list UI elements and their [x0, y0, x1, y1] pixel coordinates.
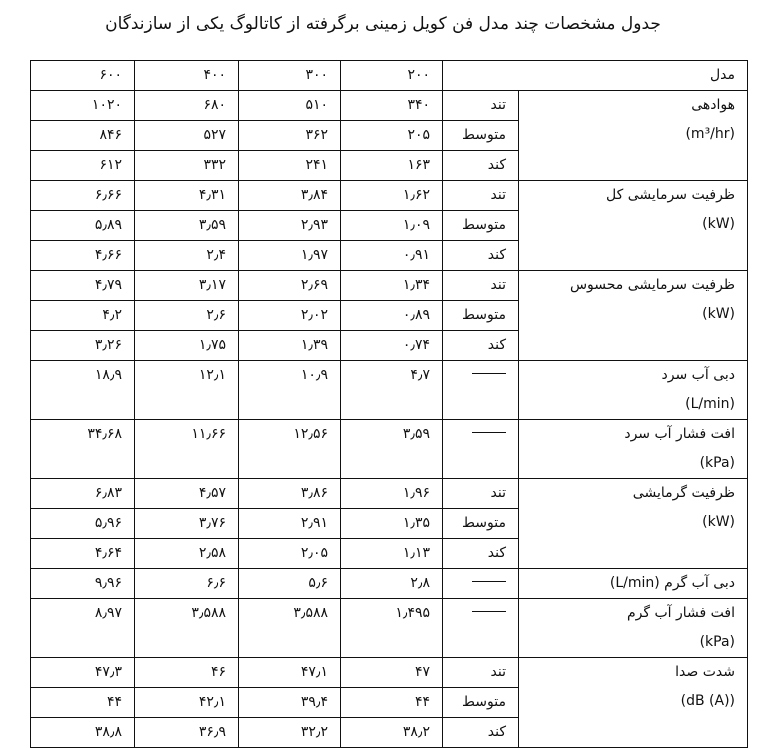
value-cell: ۳۳۲ [135, 151, 239, 181]
property-unit: (L/min) [685, 396, 735, 412]
value-cell: ۴٫۲ [31, 301, 135, 331]
value-cell: ۶٫۶۶ [31, 181, 135, 211]
property-unit: (kPa) [699, 634, 735, 650]
value-cell: ۵٫۸۹ [31, 211, 135, 241]
value-cell: ۲٫۸ [341, 569, 443, 599]
value-cell: ۱٫۹۶ [341, 479, 443, 509]
value-cell: ۲٫۹۱ [239, 509, 341, 539]
value-cell: ۶٫۸۳ [31, 479, 135, 509]
value-cell: ۱۰۲۰ [31, 91, 135, 121]
speed-low: کند [443, 151, 519, 181]
value-cell: ۰٫۷۴ [341, 331, 443, 361]
value-cell: ۱٫۶۲ [341, 181, 443, 211]
property-name: شدت صدا [675, 664, 735, 680]
value-cell: ۳۹٫۴ [239, 688, 341, 718]
value-cell: ۰٫۸۹ [341, 301, 443, 331]
value-cell: ۱٫۰۹ [341, 211, 443, 241]
value-cell: ۱۲٫۱ [135, 361, 239, 420]
value-cell: ۳۶٫۹ [135, 718, 239, 748]
table-row [31, 181, 748, 211]
value-cell: ۳۲٫۲ [239, 718, 341, 748]
value-cell: ۳٫۸۶ [239, 479, 341, 509]
value-cell: ۱۱٫۶۶ [135, 420, 239, 479]
model-600: ۶۰۰ [31, 61, 135, 91]
property-unit: (kW) [702, 216, 735, 232]
property-label [519, 361, 748, 420]
speed-high: تند [443, 271, 519, 301]
value-cell: ۲٫۹۳ [239, 211, 341, 241]
dash-line-icon [472, 581, 506, 582]
speed-high: تند [443, 91, 519, 121]
value-cell: ۴۷ [341, 658, 443, 688]
value-cell: ۴٫۶۶ [31, 241, 135, 271]
speed-low: کند [443, 718, 519, 748]
table-row [31, 599, 748, 658]
value-cell: ۱۶۳ [341, 151, 443, 181]
no-speed-dash [443, 569, 519, 599]
property-name: افت فشار آب گرم [626, 605, 735, 621]
value-cell: ۴٫۷ [341, 361, 443, 420]
value-cell: ۳۴٫۶۸ [31, 420, 135, 479]
speed-low: کند [443, 539, 519, 569]
property-label [519, 181, 748, 271]
value-cell: ۱۰٫۹ [239, 361, 341, 420]
value-cell: ۴۷٫۱ [239, 658, 341, 688]
value-cell: ۱٫۳۵ [341, 509, 443, 539]
value-cell: ۵٫۹۶ [31, 509, 135, 539]
property-label [519, 599, 748, 658]
speed-medium: متوسط [443, 301, 519, 331]
speed-high: تند [443, 479, 519, 509]
value-cell: ۲٫۴ [135, 241, 239, 271]
property-unit: (kW) [702, 514, 735, 530]
value-cell: ۳٫۱۷ [135, 271, 239, 301]
spec-table [30, 60, 748, 748]
value-cell: ۱٫۳۹ [239, 331, 341, 361]
dash-line-icon [472, 373, 506, 374]
model-300: ۳۰۰ [239, 61, 341, 91]
property-name: هوادهی [691, 97, 735, 113]
value-cell: ۹٫۹۶ [31, 569, 135, 599]
property-name: ظرفیت گرمایشی [632, 485, 735, 501]
value-cell: ۴٫۷۹ [31, 271, 135, 301]
table-row [31, 361, 748, 420]
value-cell: ۳۸٫۲ [341, 718, 443, 748]
value-cell: ۳٫۵۸۸ [135, 599, 239, 658]
value-cell: ۱٫۱۳ [341, 539, 443, 569]
value-cell: ۵۲۷ [135, 121, 239, 151]
property-label [519, 658, 748, 748]
value-cell: ۲۰۵ [341, 121, 443, 151]
value-cell: ۳٫۵۹ [135, 211, 239, 241]
speed-medium: متوسط [443, 121, 519, 151]
value-cell: ۲٫۶ [135, 301, 239, 331]
table-row [31, 658, 748, 688]
value-cell: ۲٫۰۲ [239, 301, 341, 331]
property-unit: (kPa) [699, 455, 735, 471]
value-cell: ۸۴۶ [31, 121, 135, 151]
property-name: ظرفیت سرمایشی کل [606, 187, 735, 203]
table-row [31, 569, 748, 599]
value-cell: ۱۸٫۹ [31, 361, 135, 420]
table-row [31, 479, 748, 509]
value-cell: ۲٫۵۸ [135, 539, 239, 569]
value-cell: ۳٫۸۴ [239, 181, 341, 211]
value-cell: ۳۴۰ [341, 91, 443, 121]
speed-medium: متوسط [443, 688, 519, 718]
model-200: ۲۰۰ [341, 61, 443, 91]
value-cell: ۴۶ [135, 658, 239, 688]
value-cell: ۳۸٫۸ [31, 718, 135, 748]
value-cell: ۳٫۵۹ [341, 420, 443, 479]
property-label [519, 479, 748, 569]
value-cell: ۴٫۳۱ [135, 181, 239, 211]
property-name: دبی آب گرم (L/min) [609, 575, 735, 591]
property-name: دبی آب سرد [661, 367, 735, 383]
value-cell: ۴۴ [341, 688, 443, 718]
speed-medium: متوسط [443, 211, 519, 241]
value-cell: ۳٫۷۶ [135, 509, 239, 539]
property-label [519, 91, 748, 181]
value-cell: ۳٫۵۸۸ [239, 599, 341, 658]
value-cell: ۰٫۹۱ [341, 241, 443, 271]
speed-high: تند [443, 181, 519, 211]
no-speed-dash [443, 599, 519, 658]
value-cell: ۴٫۶۴ [31, 539, 135, 569]
speed-high: تند [443, 658, 519, 688]
header-row [31, 61, 748, 91]
property-name: افت فشار آب سرد [624, 426, 735, 442]
value-cell: ۴۷٫۳ [31, 658, 135, 688]
value-cell: ۳۶۲ [239, 121, 341, 151]
value-cell: ۵٫۶ [239, 569, 341, 599]
property-label [519, 420, 748, 479]
value-cell: ۲٫۶۹ [239, 271, 341, 301]
value-cell: ۱٫۹۷ [239, 241, 341, 271]
property-name: ظرفیت سرمایشی محسوس [569, 277, 735, 293]
speed-medium: متوسط [443, 509, 519, 539]
value-cell: ۶۱۲ [31, 151, 135, 181]
model-label: مدل [443, 61, 748, 91]
dash-line-icon [472, 611, 506, 612]
value-cell: ۳٫۲۶ [31, 331, 135, 361]
value-cell: ۸٫۹۷ [31, 599, 135, 658]
no-speed-dash [443, 361, 519, 420]
table-row [31, 91, 748, 121]
value-cell: ۱٫۳۴ [341, 271, 443, 301]
table-row [31, 420, 748, 479]
no-speed-dash [443, 420, 519, 479]
value-cell: ۶٫۶ [135, 569, 239, 599]
speed-low: کند [443, 331, 519, 361]
value-cell: ۵۱۰ [239, 91, 341, 121]
value-cell: ۲۴۱ [239, 151, 341, 181]
property-unit: (kW) [702, 306, 735, 322]
property-label [519, 569, 748, 599]
dash-line-icon [472, 432, 506, 433]
speed-low: کند [443, 241, 519, 271]
value-cell: ۴۲٫۱ [135, 688, 239, 718]
value-cell: ۱٫۷۵ [135, 331, 239, 361]
value-cell: ۶۸۰ [135, 91, 239, 121]
property-unit: (dB (A)) [680, 693, 735, 709]
property-unit: (m³/hr) [685, 126, 735, 142]
value-cell: ۱٫۴۹۵ [341, 599, 443, 658]
value-cell: ۱۲٫۵۶ [239, 420, 341, 479]
value-cell: ۲٫۰۵ [239, 539, 341, 569]
value-cell: ۴۴ [31, 688, 135, 718]
model-400: ۴۰۰ [135, 61, 239, 91]
document-title: جدول مشخصات چند مدل فن کویل زمینی برگرفته از کاتالوگ یکی از سازندگان [105, 14, 661, 34]
value-cell: ۴٫۵۷ [135, 479, 239, 509]
property-label [519, 271, 748, 361]
table-row [31, 271, 748, 301]
